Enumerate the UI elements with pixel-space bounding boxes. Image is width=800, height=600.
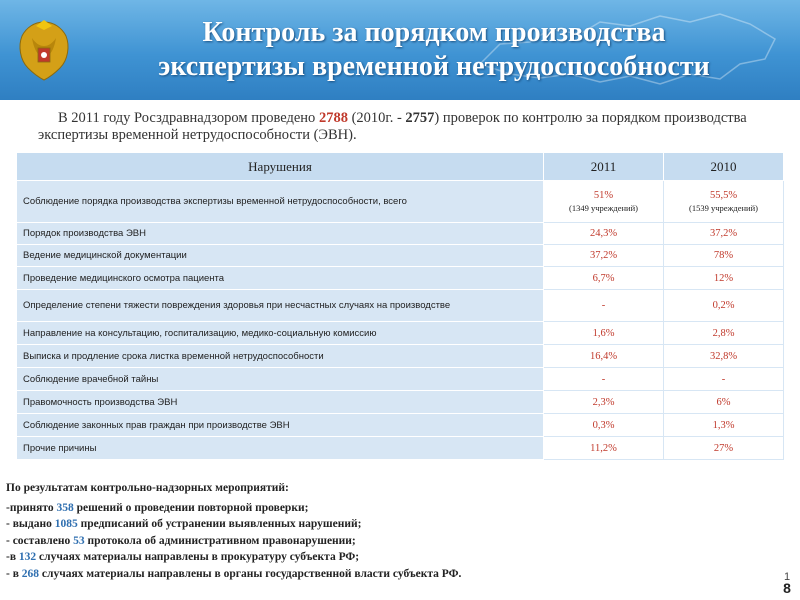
results-item-number: 358 (56, 501, 74, 514)
results-item (6, 533, 706, 550)
value-2010: 32,8% (664, 345, 784, 368)
table-row (17, 414, 784, 437)
row-label: Проведение медицинского осмотра пациента (17, 267, 544, 290)
intro-paragraph (38, 110, 768, 144)
row-label: Прочие причины (17, 437, 544, 460)
results-heading: По результатам контрольно-надзорных мероприятий: (6, 482, 289, 494)
results-item-text: предписаний об устранении выявленных нарушений; (77, 518, 362, 530)
results-item (6, 516, 706, 533)
table-row (17, 223, 784, 245)
header-2010: 2010 (664, 153, 784, 181)
value-2010: 12% (664, 267, 784, 290)
row-label: Соблюдение законных прав граждан при производстве ЭВН (17, 414, 544, 437)
slide-header (0, 0, 800, 100)
page-number-bottom: 8 (783, 580, 791, 596)
value-2010: 6% (664, 391, 784, 414)
value-2011: 1,6% (544, 322, 664, 345)
results-item-prefix: -принято (6, 501, 57, 514)
value-2011: 37,2% (544, 245, 664, 267)
results-item-text: случаях материалы направлены в органы государственной власти субъекта РФ. (39, 567, 462, 580)
results-item-number: 268 (21, 567, 40, 580)
value-2011: 0,3% (544, 414, 664, 437)
intro-text-3: ) проверок по контролю за порядком производства экспертизы временной нетрудоспособности (ЭВН). (38, 110, 747, 143)
table-row (17, 368, 784, 391)
row-label: Выписка и продление срока листка временной нетрудоспособности (17, 345, 544, 368)
header-2011: 2011 (544, 153, 664, 181)
value-2011: - (544, 368, 664, 391)
page-number (780, 572, 794, 594)
inspections-2010-count: 2757 (405, 110, 435, 126)
header-violations: Нарушения (17, 153, 544, 181)
institutions-2010: (1539 учреждений) (689, 203, 758, 213)
results-item-number: 53 (73, 534, 85, 547)
row-label: Ведение медицинской документации (17, 245, 544, 267)
inspections-2011-count: 2788 (318, 110, 348, 126)
value-2011: 16,4% (544, 345, 664, 368)
title-line-2: экспертизы временной нетрудоспособности (158, 51, 710, 82)
results-item-prefix: - в (6, 567, 22, 580)
results-item (6, 500, 706, 517)
results-item-prefix: - выдано (6, 518, 55, 530)
row-label: Определение степени тяжести повреждения здоровья при несчастных случаях на производстве (17, 290, 544, 322)
value-2010 (664, 181, 784, 223)
value-2010: 1,3% (664, 414, 784, 437)
row-label: Соблюдение порядка производства экспертизы временной нетрудоспособности, всего (17, 181, 544, 223)
value-2011: - (544, 290, 664, 322)
value-2010: 37,2% (664, 223, 784, 245)
row-label: Соблюдение врачебной тайны (17, 368, 544, 391)
intro-text-1: В 2011 году Росздравнадзором проведено (58, 110, 319, 126)
institutions-2011: (1349 учреждений) (569, 203, 638, 213)
results-item-number: 1085 (54, 518, 78, 530)
table-row (17, 322, 784, 345)
value-2011: 24,3% (544, 223, 664, 245)
value-2010: - (664, 368, 784, 391)
table-row (17, 290, 784, 322)
row-label: Порядок производства ЭВН (17, 223, 544, 245)
results-item-text: решений о проведении повторной проверки; (73, 501, 309, 514)
row-label: Направление на консультацию, госпитализацию, медико-социальную комиссию (17, 322, 544, 345)
value-2011 (544, 181, 664, 223)
results-item (6, 566, 706, 583)
value-2010: 2,8% (664, 322, 784, 345)
table-row (17, 267, 784, 290)
value-2011: 2,3% (544, 391, 664, 414)
table-row (17, 437, 784, 460)
title-line-1: Контроль за порядком производства (202, 17, 666, 48)
results-section (6, 480, 706, 582)
table-row (17, 345, 784, 368)
value-2010: 27% (664, 437, 784, 460)
violations-table (16, 152, 784, 460)
intro-text-2: (2010г. - (347, 110, 406, 126)
results-item-prefix: -в (6, 551, 19, 563)
table-row (17, 245, 784, 267)
table-row (17, 391, 784, 414)
value-2011-text: 51% (593, 190, 614, 201)
value-2010-text: 55,5% (709, 190, 738, 201)
slide-title (84, 16, 784, 84)
results-item-text: случаях материалы направлены в прокуратуру субъекта РФ; (36, 551, 360, 563)
results-item-text: протокола об административном правонарушении; (84, 534, 356, 547)
value-2011: 11,2% (544, 437, 664, 460)
value-2011: 6,7% (544, 267, 664, 290)
value-2010: 0,2% (664, 290, 784, 322)
results-item-prefix: - составлено (6, 534, 74, 547)
table-row (17, 181, 784, 223)
results-item (6, 549, 706, 566)
value-2010: 78% (664, 245, 784, 267)
coat-of-arms-icon (14, 16, 74, 82)
row-label: Правомочность производства ЭВН (17, 391, 544, 414)
results-item-number: 132 (18, 551, 37, 563)
page-number-top: 1 (783, 571, 791, 583)
